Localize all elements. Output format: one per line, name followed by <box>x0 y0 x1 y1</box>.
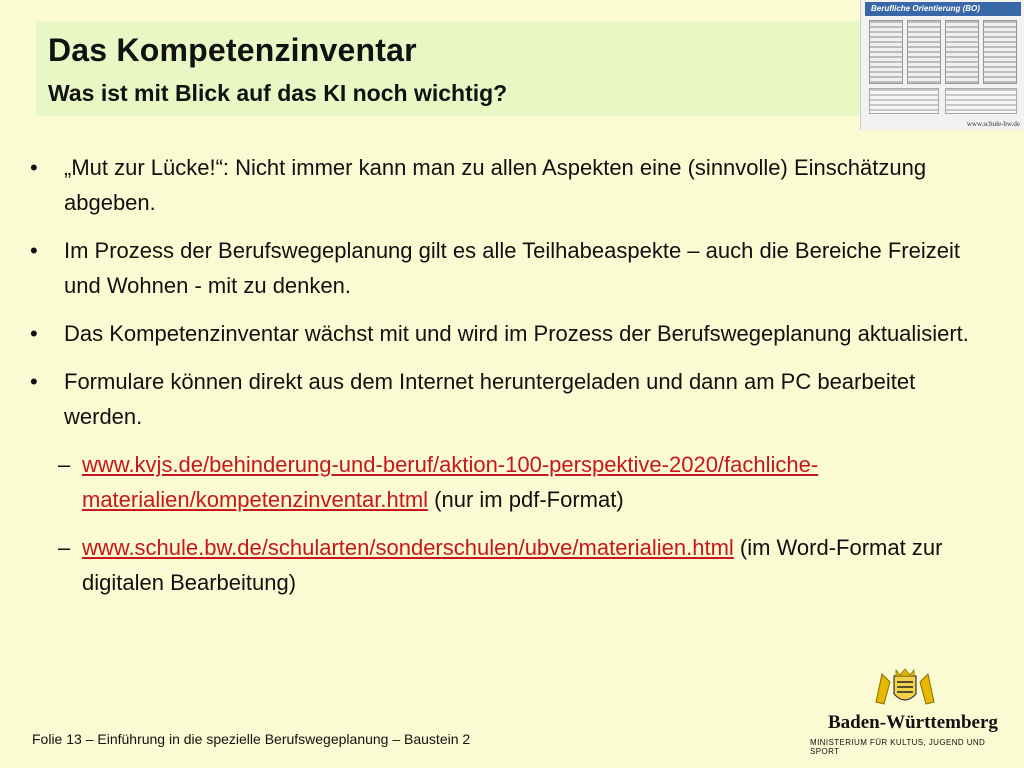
bullet-text: „Mut zur Lücke!“: Nicht immer kann man zu allen Aspekten eine (sinnvolle) Einschätzung abgeben. <box>64 155 927 215</box>
bullet-text: Im Prozess der Berufswegeplanung gilt es alle Teilhabeaspekte – auch die Bereiche Freizeit und Wohnen - mit zu denken. <box>64 238 960 298</box>
thumbnail-column <box>983 20 1017 84</box>
bullet-text: Das Kompetenzinventar wächst mit und wird im Prozess der Berufswegeplanung aktualisiert. <box>64 321 969 346</box>
kvjs-link[interactable]: www.kvjs.de/behinderung-und-beruf/aktion-100-perspektive-2020/fachliche-materialien/kompetenzinventar.html <box>82 452 819 512</box>
thumbnail-block <box>869 88 939 114</box>
sub-link-item <box>30 530 990 600</box>
title-box <box>36 22 866 116</box>
document-thumbnail <box>860 0 1024 130</box>
bullet-item <box>30 150 990 220</box>
coat-of-arms-icon <box>870 668 940 708</box>
sub-link-item <box>30 447 990 517</box>
thumbnail-block <box>945 88 1017 114</box>
sub-link-note: (nur im pdf-Format) <box>428 487 624 512</box>
slide-footer: Folie 13 – Einführung in die spezielle Berufswegeplanung – Baustein 2 <box>32 731 471 747</box>
slide-subtitle: Was ist mit Blick auf das KI noch wichtig? <box>48 80 508 106</box>
bullet-marker: • <box>30 321 38 346</box>
slide-title: Das Kompetenzinventar <box>48 32 417 68</box>
slide-content <box>30 150 990 613</box>
logo-ministry: MINISTERIUM FÜR KULTUS, JUGEND UND SPORT <box>810 738 986 756</box>
thumbnail-column <box>869 20 903 84</box>
sub-marker: – <box>58 535 71 560</box>
bw-logo <box>808 668 1014 758</box>
bullet-text: Formulare können direkt aus dem Internet heruntergeladen und dann am PC bearbeitet werden. <box>64 369 916 429</box>
sub-marker: – <box>58 452 71 477</box>
bullet-marker: • <box>30 238 38 263</box>
thumbnail-column <box>945 20 979 84</box>
bullet-marker: • <box>30 369 38 394</box>
bullet-item <box>30 233 990 303</box>
logo-name: Baden-Württemberg <box>828 712 998 733</box>
thumbnail-column <box>907 20 941 84</box>
thumbnail-header: Berufliche Orientierung (BO) <box>865 2 1021 16</box>
sub-link-note: (im Word-Format zur digitalen Bearbeitung) <box>82 535 943 595</box>
bullet-marker: • <box>30 155 38 180</box>
thumbnail-url: www.schule-bw.de <box>966 120 1020 128</box>
schule-bw-link[interactable]: www.schule.bw.de/schularten/sonderschulen/ubve/materialien.html <box>82 535 734 560</box>
bullet-item <box>30 364 990 434</box>
bullet-item <box>30 316 990 351</box>
